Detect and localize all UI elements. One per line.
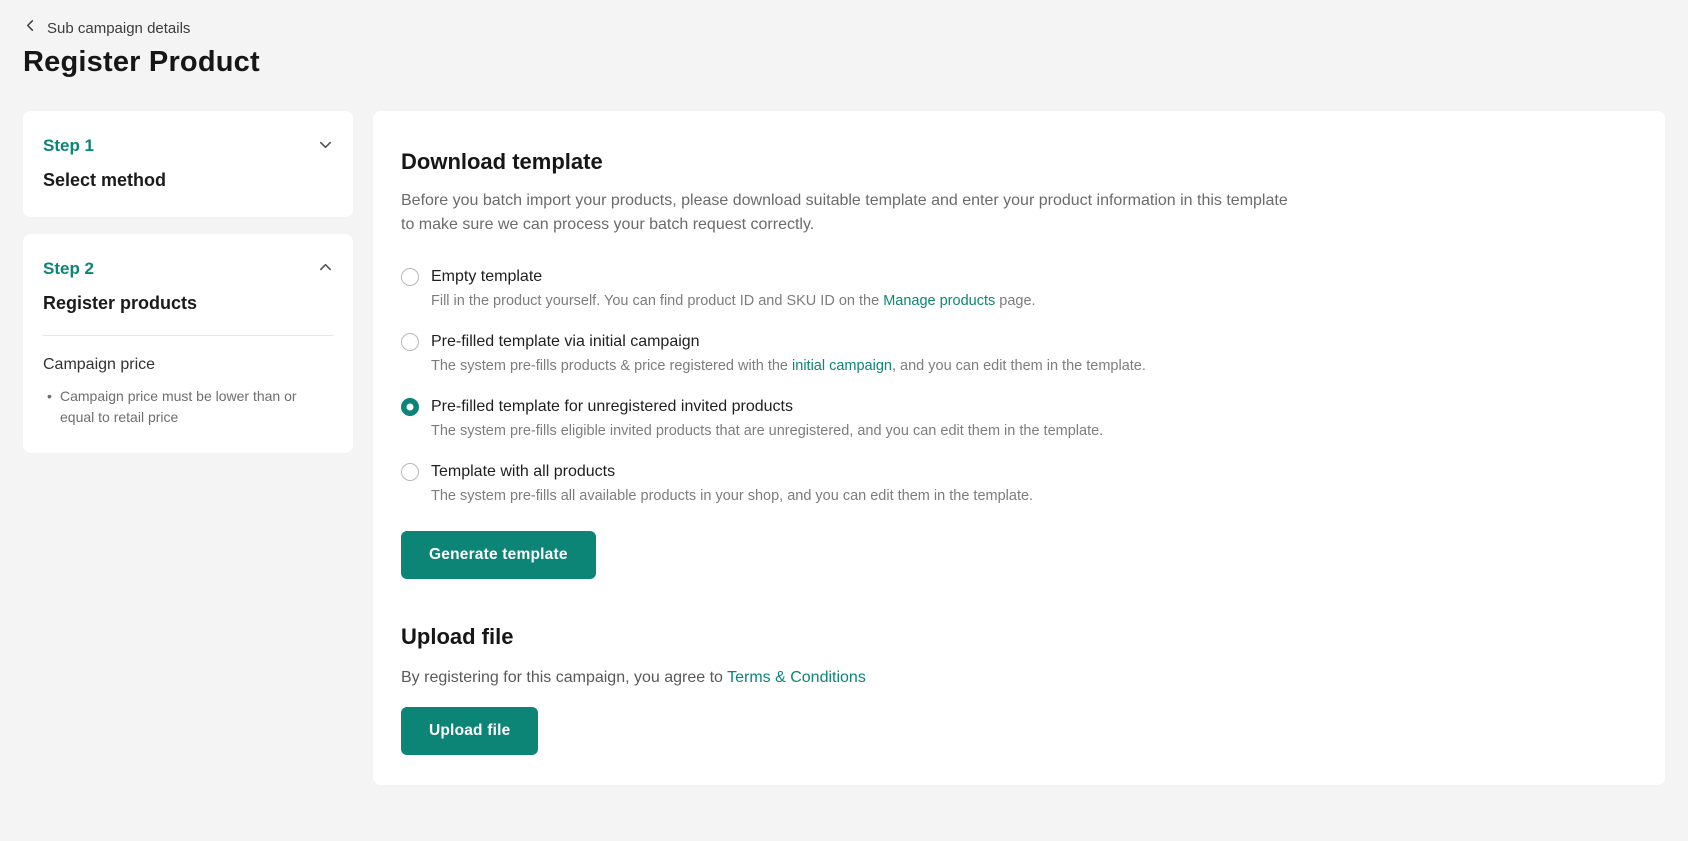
radio-empty-template[interactable]	[401, 268, 419, 286]
option-description	[431, 356, 1625, 377]
steps-sidebar	[23, 111, 353, 453]
option-description	[431, 291, 1625, 312]
divider	[43, 335, 333, 336]
radio-template-all-products[interactable]	[401, 463, 419, 481]
upload-file-button[interactable]: Upload file	[401, 707, 538, 755]
terms-and-conditions-link[interactable]: Terms & Conditions	[727, 669, 866, 686]
desc-text: The system pre-fills all available products in your shop, and you can edit them in the template.	[431, 488, 1034, 504]
option-label[interactable]: Pre-filled template via initial campaign	[431, 333, 700, 350]
upload-file-section	[401, 622, 1625, 755]
campaign-price-rule: • Campaign price must be lower than or equal to retail price	[43, 386, 333, 428]
generate-template-button[interactable]: Generate template	[401, 531, 596, 579]
download-template-heading: Download template	[401, 149, 603, 174]
desc-text: Fill in the product yourself. You can find product ID and SKU ID on the	[431, 293, 884, 309]
radio-prefilled-initial-campaign[interactable]	[401, 333, 419, 351]
option-label[interactable]: Pre-filled template for unregistered invited products	[431, 398, 793, 415]
desc-text: The system pre-fills eligible invited products that are unregistered, and you can edit them in the template.	[431, 423, 1104, 439]
campaign-price-rules	[43, 386, 333, 428]
template-options	[401, 265, 1625, 507]
agree-text: By registering for this campaign, you agree to	[401, 669, 728, 686]
page-title: Register Product	[23, 46, 260, 78]
upload-file-heading: Upload file	[401, 624, 514, 649]
chevron-left-icon[interactable]	[23, 18, 38, 38]
option-description	[431, 421, 1625, 442]
register-panel	[373, 111, 1665, 785]
desc-text: page.	[995, 293, 1036, 309]
back-button[interactable]	[23, 18, 190, 38]
manage-products-link[interactable]: Manage products	[883, 293, 996, 309]
option-empty-template[interactable]	[401, 265, 1625, 312]
step-1-card[interactable]	[23, 111, 353, 217]
terms-agreement-text	[401, 667, 1625, 689]
option-label[interactable]: Template with all products	[431, 463, 616, 480]
content	[23, 111, 1665, 785]
desc-text: The system pre-fills products & price registered with the	[431, 358, 793, 374]
radio-prefilled-unregistered-invited[interactable]	[401, 398, 419, 416]
step-2-card[interactable]	[23, 234, 353, 453]
step-1-label: Step 1	[43, 136, 95, 155]
step-2-label: Step 2	[43, 259, 95, 278]
download-template-description: Before you batch import your products, please download suitable template and enter your product information in this template to make sure we can process your batch request correctly.	[401, 192, 1288, 233]
back-label[interactable]: Sub campaign details	[47, 19, 191, 37]
campaign-price-heading: Campaign price	[43, 356, 156, 373]
option-template-all-products[interactable]	[401, 460, 1625, 507]
option-label[interactable]: Empty template	[431, 268, 543, 285]
option-prefilled-initial-campaign[interactable]	[401, 330, 1625, 377]
step-1-title: Select method	[43, 170, 167, 190]
initial-campaign-link[interactable]: initial campaign	[792, 358, 892, 374]
option-description	[431, 486, 1625, 507]
chevron-down-icon[interactable]	[318, 137, 333, 157]
step-2-title: Register products	[43, 293, 198, 313]
option-prefilled-unregistered-invited[interactable]	[401, 395, 1625, 442]
desc-text: , and you can edit them in the template.	[891, 358, 1146, 374]
chevron-up-icon[interactable]	[318, 260, 333, 280]
